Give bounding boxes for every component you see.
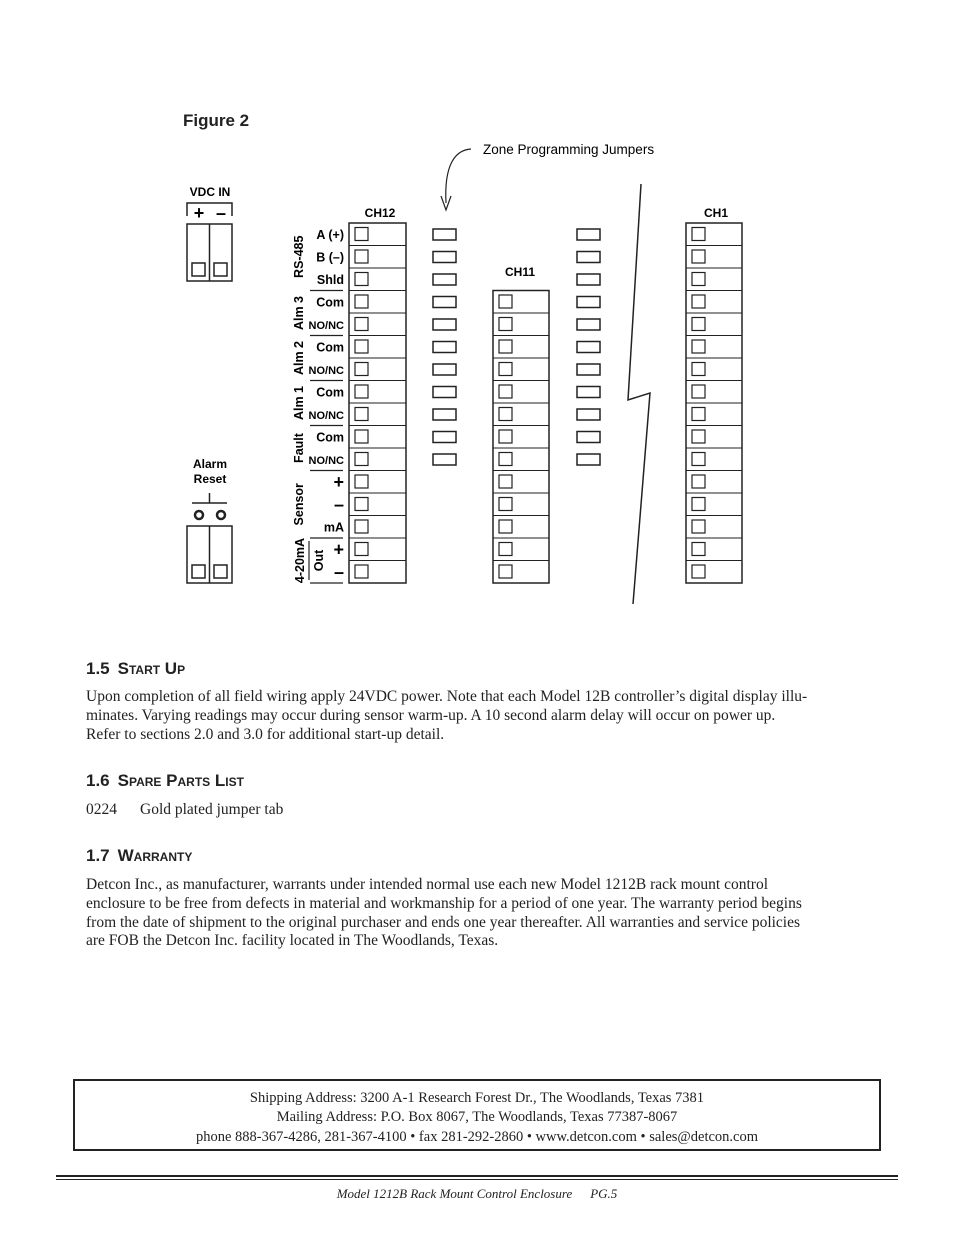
section-spare-title: Spare Parts List bbox=[117, 771, 244, 790]
group-label: Sensor bbox=[292, 483, 306, 526]
terminal-row-label: NO/NC bbox=[308, 364, 344, 377]
alarm-reset-label-2: Reset bbox=[193, 472, 227, 486]
page-footer bbox=[0, 1186, 954, 1202]
jumper-column-ch11 bbox=[577, 229, 600, 465]
section-startup-number: 1.5 bbox=[86, 659, 110, 678]
spare-part-description: Gold plated jumper tab bbox=[140, 801, 284, 818]
group-label: Alm 1 bbox=[292, 385, 306, 421]
terminal-row-label: Com bbox=[316, 385, 344, 400]
group-label: Alm 2 bbox=[292, 340, 306, 376]
shipping-address: Shipping Address: 3200 A-1 Research Forest Dr., The Woodlands, Texas 7381 bbox=[249, 1090, 705, 1106]
section-startup-title: Start Up bbox=[117, 659, 186, 678]
terminal-row-label: + bbox=[333, 471, 344, 492]
group-label: Alm 3 bbox=[292, 295, 306, 331]
startup-line: Upon completion of all field wiring apply 24VDC power. Note that each Model 12B controller’s digital display illu- bbox=[86, 688, 808, 705]
terminal-row-label: NO/NC bbox=[308, 454, 344, 467]
terminal-row-label: B (–) bbox=[316, 250, 344, 265]
footer-rule bbox=[56, 1175, 898, 1177]
section-spare-heading bbox=[86, 771, 244, 791]
startup-line: minates. Varying readings may occur during sensor warm-up. A 10 second alarm delay will occur on power up. bbox=[86, 706, 776, 724]
terminal-row-label: mA bbox=[323, 520, 344, 535]
zone-jumpers-callout: Zone Programming Jumpers bbox=[483, 142, 655, 157]
vdc-minus: – bbox=[215, 203, 227, 223]
section-warranty-number: 1.7 bbox=[86, 846, 110, 865]
ch11-label: CH11 bbox=[504, 265, 536, 279]
footer-rule-thin bbox=[56, 1179, 898, 1180]
callout-arrow bbox=[446, 149, 471, 203]
section-warranty-title: Warranty bbox=[117, 846, 193, 865]
contact-info: phone 888-367-4286, 281-367-4100 • fax 281-292-2860 • www.detcon.com • sales@detcon.com bbox=[195, 1128, 759, 1145]
jumper-column-ch12 bbox=[433, 229, 456, 465]
spare-part-number: 0224 bbox=[86, 801, 117, 818]
mailing-address: Mailing Address: P.O. Box 8067, The Woodlands, Texas 77387-8067 bbox=[276, 1109, 678, 1126]
section-startup-heading bbox=[86, 659, 185, 679]
vdc-plus: + bbox=[193, 203, 205, 223]
ch11-terminal bbox=[493, 291, 549, 584]
warranty-line: Detcon Inc., as manufacturer, warrants under intended normal use each new Model 1212B rack mount control bbox=[86, 876, 769, 893]
ch1-terminal bbox=[686, 223, 742, 583]
section-warranty-heading bbox=[86, 846, 192, 866]
address-box bbox=[73, 1079, 881, 1151]
alarm-reset-switch bbox=[187, 493, 232, 583]
terminal-row-label: – bbox=[333, 494, 344, 515]
ch1-label: CH1 bbox=[703, 206, 729, 220]
out-label: Out bbox=[312, 549, 326, 572]
ch12-label: CH12 bbox=[364, 206, 396, 220]
vdc-in-label: VDC IN bbox=[189, 185, 231, 199]
terminal-row-label: Shld bbox=[316, 272, 344, 287]
alarm-reset-label-1: Alarm bbox=[192, 457, 228, 471]
warranty-line: from the date of shipment to the original purchaser and ends one year thereafter. All warranties and service policies bbox=[86, 913, 801, 931]
terminal-row-label: A (+) bbox=[316, 227, 344, 242]
terminal-row-label: NO/NC bbox=[308, 409, 344, 422]
terminal-row-label: Com bbox=[316, 295, 344, 310]
ch12-terminal bbox=[349, 223, 406, 583]
warranty-line: are FOB the Detcon Inc. facility located in The Woodlands, Texas. bbox=[86, 932, 499, 950]
section-warranty-body bbox=[86, 876, 876, 951]
group-label: RS-485 bbox=[292, 235, 306, 278]
terminal-row-label: + bbox=[333, 539, 344, 560]
footer-page: PG.5 bbox=[590, 1186, 618, 1201]
footer-model: Model 1212B Rack Mount Control Enclosure bbox=[336, 1186, 573, 1201]
spare-part-row bbox=[86, 801, 283, 819]
startup-line: Refer to sections 2.0 and 3.0 for additional start-up detail. bbox=[86, 725, 445, 743]
group-label: Fault bbox=[292, 433, 306, 463]
terminal-row-label: Com bbox=[316, 430, 344, 445]
terminal-row-label: – bbox=[333, 561, 344, 582]
section-spare-number: 1.6 bbox=[86, 771, 110, 790]
warranty-line: enclosure to be free from defects in material and workmanship for a period of one year. The warranty period begins bbox=[86, 894, 802, 912]
break-line bbox=[628, 184, 650, 604]
section-startup-body bbox=[86, 688, 876, 744]
terminal-row-label: Com bbox=[316, 340, 344, 355]
group-label: 4-20mA bbox=[293, 537, 307, 584]
terminal-row-label: NO/NC bbox=[308, 319, 344, 332]
figure-title: Figure 2 bbox=[183, 111, 250, 130]
